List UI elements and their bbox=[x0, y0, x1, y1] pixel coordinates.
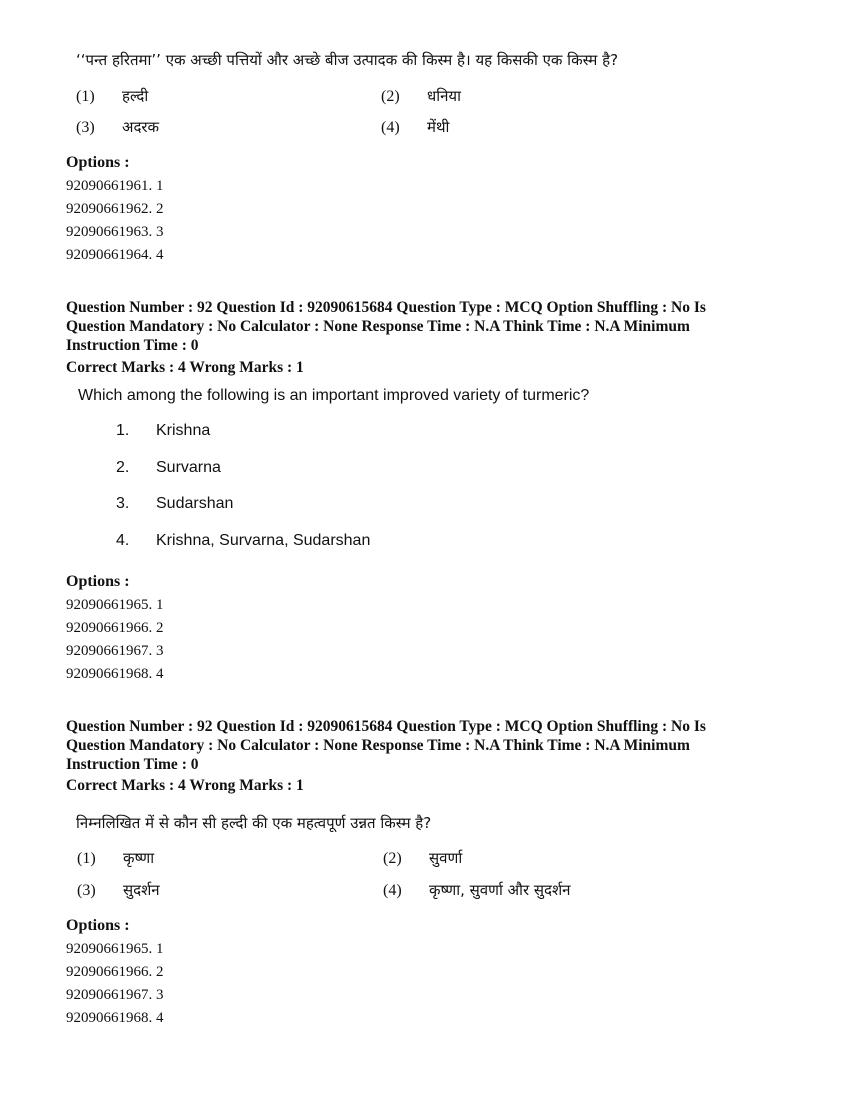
choice-text: कृष्णा, सुवर्णा और सुदर्शन bbox=[429, 881, 571, 899]
choice-text: Krishna, Survarna, Sudarshan bbox=[156, 532, 371, 549]
english-choice-list bbox=[116, 422, 516, 562]
choice-number: (3) bbox=[76, 119, 95, 136]
option-id: 92090661968. 4 bbox=[66, 666, 164, 682]
option-id: 92090661963. 3 bbox=[66, 224, 164, 240]
choice-text: सुदर्शन bbox=[123, 881, 160, 899]
choice-text: कृष्णा bbox=[123, 849, 155, 867]
choice-3 bbox=[77, 880, 160, 900]
choice-number: 2. bbox=[116, 459, 130, 476]
option-id: 92090661965. 1 bbox=[66, 597, 164, 613]
choice-number: 4. bbox=[116, 532, 130, 549]
choice-number: (3) bbox=[77, 882, 96, 899]
choice-text: Sudarshan bbox=[156, 495, 234, 512]
choice-number: (1) bbox=[77, 850, 96, 867]
metadata-line: Instruction Time : 0 bbox=[66, 337, 199, 354]
metadata-line: Question Mandatory : No Calculator : None Response Time : N.A Think Time : N.A Minimum bbox=[66, 737, 690, 754]
option-id: 92090661968. 4 bbox=[66, 1010, 164, 1026]
english-question-text: Which among the following is an important improved variety of turmeric? bbox=[78, 387, 590, 404]
choice-4 bbox=[116, 532, 370, 550]
choice-3 bbox=[116, 495, 233, 513]
choice-4 bbox=[383, 880, 570, 900]
choice-number: (4) bbox=[381, 119, 400, 136]
question-metadata bbox=[66, 298, 766, 355]
option-id: 92090661965. 1 bbox=[66, 941, 164, 957]
metadata-line: Question Number : 92 Question Id : 92090615684 Question Type : MCQ Option Shuffling : No Is bbox=[66, 718, 706, 735]
marks-line: Correct Marks : 4 Wrong Marks : 1 bbox=[66, 777, 304, 794]
options-label: Options : bbox=[66, 917, 130, 934]
options-list bbox=[66, 938, 164, 1030]
choice-number: (2) bbox=[383, 850, 402, 867]
choice-text: सुवर्णा bbox=[429, 849, 463, 867]
choice-1 bbox=[77, 848, 154, 868]
option-id: 92090661967. 3 bbox=[66, 987, 164, 1003]
options-list bbox=[66, 175, 164, 267]
metadata-line: Instruction Time : 0 bbox=[66, 756, 199, 773]
metadata-line: Question Mandatory : No Calculator : None Response Time : N.A Think Time : N.A Minimum bbox=[66, 318, 690, 335]
option-id: 92090661962. 2 bbox=[66, 201, 164, 217]
choice-number: (1) bbox=[76, 88, 95, 105]
options-list bbox=[66, 594, 164, 686]
option-id: 92090661966. 2 bbox=[66, 964, 164, 980]
question-metadata bbox=[66, 717, 766, 774]
options-label: Options : bbox=[66, 573, 130, 590]
choice-4 bbox=[381, 117, 449, 137]
choice-2 bbox=[116, 459, 221, 477]
choice-2 bbox=[383, 848, 462, 868]
option-id: 92090661967. 3 bbox=[66, 643, 164, 659]
choice-1 bbox=[116, 422, 210, 440]
choice-text: मेंथी bbox=[427, 118, 450, 136]
choice-number: (2) bbox=[381, 88, 400, 105]
hindi-question-text: निम्नलिखित में से कौन सी हल्दी की एक महत्वपूर्ण उन्नत किस्म है? bbox=[76, 814, 432, 832]
choice-number: (4) bbox=[383, 882, 402, 899]
choice-text: Krishna bbox=[156, 422, 211, 439]
choice-text: Survarna bbox=[156, 459, 221, 476]
choice-text: धनिया bbox=[427, 87, 462, 105]
choice-3 bbox=[76, 117, 159, 137]
choice-1 bbox=[76, 86, 148, 106]
choice-number: 3. bbox=[116, 495, 130, 512]
choice-number: 1. bbox=[116, 422, 130, 439]
choice-2 bbox=[381, 86, 461, 106]
hindi-choice-grid bbox=[76, 86, 676, 146]
marks-line: Correct Marks : 4 Wrong Marks : 1 bbox=[66, 359, 304, 376]
choice-text: हल्दी bbox=[122, 87, 149, 105]
hindi-choice-grid bbox=[77, 848, 677, 908]
hindi-question-text: ‘‘पन्त हरितमा’’ एक अच्छी पत्तियों और अच्छे बीज उत्पादक की किस्म है। यह किसकी एक किस्म है? bbox=[76, 51, 619, 69]
option-id: 92090661961. 1 bbox=[66, 178, 164, 194]
choice-text: अदरक bbox=[122, 118, 160, 136]
metadata-line: Question Number : 92 Question Id : 92090615684 Question Type : MCQ Option Shuffling : No Is bbox=[66, 299, 706, 316]
option-id: 92090661964. 4 bbox=[66, 247, 164, 263]
option-id: 92090661966. 2 bbox=[66, 620, 164, 636]
options-label: Options : bbox=[66, 154, 130, 171]
